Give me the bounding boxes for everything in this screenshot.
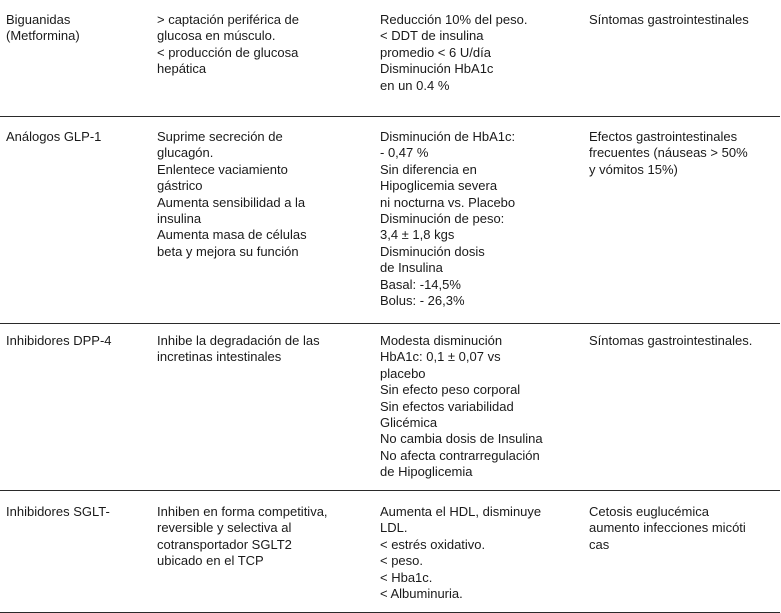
cell-text-line: < peso. — [380, 553, 424, 569]
cell-text-line: Aumenta sensibilidad a la — [157, 194, 306, 210]
cell-text-line: Síntomas gastrointestinales. — [589, 333, 753, 348]
cell-text-line: Inhibe la degradación de las — [157, 333, 320, 348]
adverse-effects-cell — [589, 324, 780, 491]
cell-text-line: Inhibidores DPP-4 — [6, 333, 112, 348]
mechanism-cell — [157, 324, 380, 491]
cell-text-line: Glicémica — [380, 415, 438, 431]
adverse-effects-cell — [589, 0, 780, 117]
effects-cell — [380, 0, 589, 117]
drug-cell — [0, 324, 157, 491]
cell-text-line: Inhibidores SGLT- — [6, 504, 110, 519]
cell-text-line: < Albuminuria. — [380, 586, 463, 602]
table-row — [0, 324, 780, 491]
cell-text-line: promedio < 6 U/día — [380, 44, 491, 60]
cell-text-line: beta y mejora su función — [157, 243, 299, 259]
adverse-effects-cell — [589, 117, 780, 324]
cell-text-line: Modesta disminución — [380, 333, 503, 348]
cell-text-line: Inhiben en forma competitiva, — [157, 504, 328, 519]
cell-text-line: Hipoglicemia severa — [380, 178, 498, 194]
cell-text-line: glucagón. — [157, 145, 214, 161]
cell-text-line: Cetosis euglucémica — [589, 504, 709, 519]
cell-text-line: Aumenta el HDL, disminuye — [380, 504, 542, 519]
cell-text-line: Suprime secreción de — [157, 129, 283, 144]
cell-text-line: No cambia dosis de Insulina — [380, 431, 543, 447]
cell-text-line: < DDT de insulina — [380, 28, 484, 44]
cell-text-line: Efectos gastrointestinales — [589, 129, 738, 144]
cell-text-line: cotransportador SGLT2 — [157, 536, 292, 552]
cell-text-line: insulina — [157, 211, 202, 227]
cell-text-line: Análogos GLP-1 — [6, 129, 102, 144]
cell-text-line: en un 0.4 % — [380, 77, 450, 93]
cell-text-line: > captación periférica de — [157, 12, 300, 27]
cell-text-line: < Hba1c. — [380, 569, 433, 585]
cell-text-line: (Metformina) — [6, 28, 80, 44]
drug-cell — [0, 117, 157, 324]
cell-text-line: Síntomas gastrointestinales — [589, 12, 749, 27]
cell-text-line: hepática — [157, 61, 207, 77]
cell-text-line: Biguanidas — [6, 12, 71, 27]
cell-text-line: aumento infecciones micóti — [589, 520, 746, 536]
cell-text-line: Aumenta masa de células — [157, 227, 307, 243]
cell-text-line: de Insulina — [380, 260, 443, 276]
table-row — [0, 491, 780, 613]
cell-text-line: Disminución dosis — [380, 243, 485, 259]
cell-text-line: Reducción 10% del peso. — [380, 12, 528, 27]
adverse-effects-cell — [589, 491, 780, 613]
cell-text-line: ni nocturna vs. Placebo — [380, 194, 516, 210]
cell-text-line: de Hipoglicemia — [380, 464, 473, 480]
effects-cell — [380, 491, 589, 613]
effects-cell — [380, 117, 589, 324]
cell-text-line: Disminución de HbA1c: — [380, 129, 516, 144]
cell-text-line: gástrico — [157, 178, 203, 194]
cell-text-line: LDL. — [380, 520, 408, 536]
drug-cell — [0, 491, 157, 613]
cell-text-line: Sin efectos variabilidad — [380, 398, 514, 414]
cell-text-line: Sin diferencia en — [380, 161, 477, 177]
cell-text-line: < estrés oxidativo. — [380, 536, 486, 552]
cell-text-line: - 0,47 % — [380, 145, 429, 161]
table-row — [0, 0, 780, 117]
cell-text-line: No afecta contrarregulación — [380, 447, 540, 463]
cell-text-line: Basal: -14,5% — [380, 276, 461, 292]
mechanism-cell — [157, 491, 380, 613]
cell-text-line: HbA1c: 0,1 ± 0,07 vs — [380, 349, 501, 365]
cell-text-line: < producción de glucosa — [157, 44, 299, 60]
drug-cell — [0, 0, 157, 117]
cell-text-line: placebo — [380, 365, 426, 381]
cell-text-line: frecuentes (náuseas > 50% — [589, 145, 748, 161]
cell-text-line: glucosa en músculo. — [157, 28, 276, 44]
mechanism-cell — [157, 0, 380, 117]
effects-cell — [380, 324, 589, 491]
cell-text-line: incretinas intestinales — [157, 349, 282, 365]
cell-text-line: reversible y selectiva al — [157, 520, 292, 536]
cell-text-line: Enlentece vaciamiento — [157, 161, 288, 177]
cell-text-line: y vómitos 15%) — [589, 161, 678, 177]
cell-text-line: 3,4 ± 1,8 kgs — [380, 227, 455, 243]
cell-text-line: Bolus: - 26,3% — [380, 293, 465, 309]
cell-text-line: Disminución de peso: — [380, 211, 505, 227]
cell-text-line: Sin efecto peso corporal — [380, 382, 521, 398]
cell-text-line: cas — [589, 536, 610, 552]
cell-text-line: ubicado en el TCP — [157, 553, 264, 569]
mechanism-cell — [157, 117, 380, 324]
table-row — [0, 117, 780, 324]
cell-text-line: Disminución HbA1c — [380, 61, 494, 77]
